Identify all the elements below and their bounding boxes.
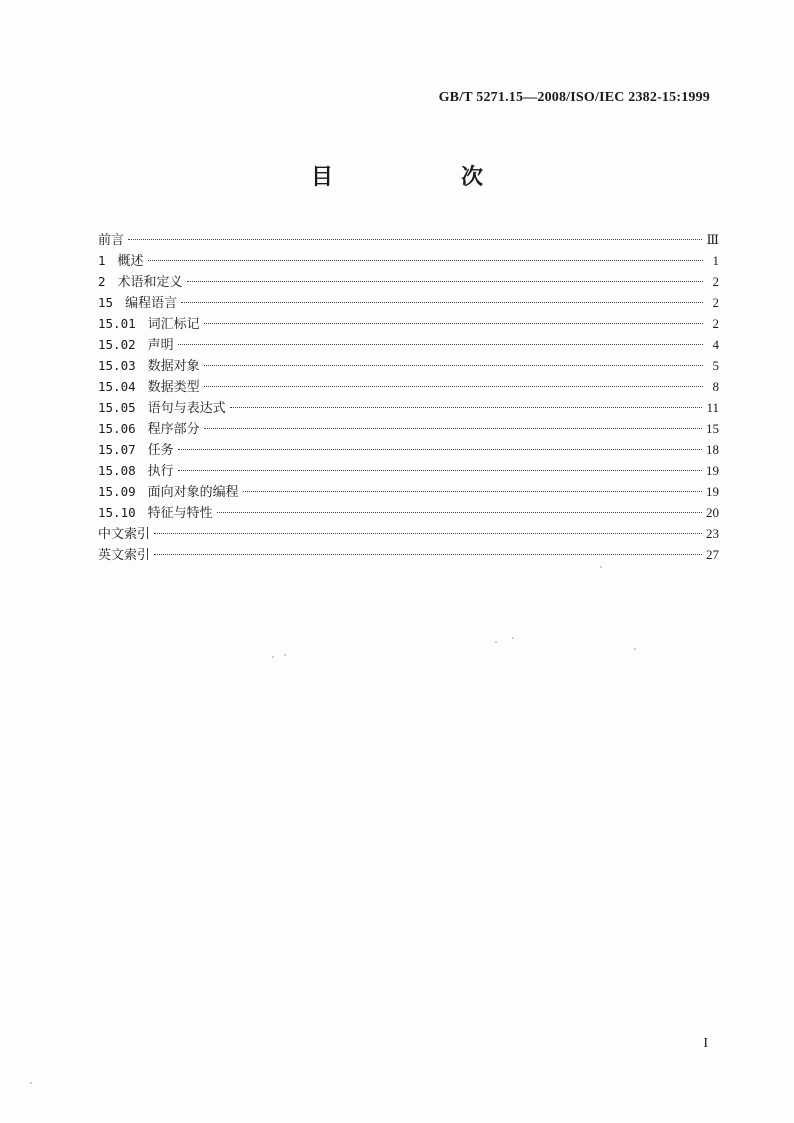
scan-speck bbox=[30, 1082, 32, 1084]
toc-title: 目 次 bbox=[310, 165, 511, 190]
toc-entry-page: 19 bbox=[706, 484, 719, 499]
toc-entry-number: 15.07 bbox=[98, 442, 136, 457]
toc-leader-dots bbox=[128, 239, 702, 240]
toc-entry-number: 15.06 bbox=[98, 421, 136, 436]
toc-entry-page: 2 bbox=[712, 274, 719, 289]
toc-entry-number: 15 bbox=[98, 295, 114, 310]
toc-entry-label: 词汇标记 bbox=[147, 317, 200, 332]
toc-entry[interactable] bbox=[98, 334, 719, 355]
toc-leader-dots bbox=[178, 470, 702, 471]
toc-entry-number: 1 bbox=[98, 253, 106, 268]
toc-entry-page: 23 bbox=[706, 526, 719, 541]
toc-entry-number: 15.08 bbox=[98, 463, 136, 478]
scan-speck bbox=[634, 648, 636, 650]
toc-entry-page: 27 bbox=[706, 547, 719, 562]
toc-entry[interactable] bbox=[98, 313, 719, 334]
toc-leader-dots bbox=[187, 281, 703, 282]
toc-entry[interactable] bbox=[98, 250, 719, 271]
toc-leader-dots bbox=[204, 323, 703, 324]
toc-entry-number: 15.02 bbox=[98, 337, 136, 352]
toc-entry-label: 程序部分 bbox=[147, 422, 200, 437]
scan-speck bbox=[600, 566, 602, 568]
toc-entry-label: 特征与特性 bbox=[147, 506, 213, 521]
toc-leader-dots bbox=[217, 512, 702, 513]
toc-entry-label: 面向对象的编程 bbox=[147, 485, 239, 500]
toc-entry-page: Ⅲ bbox=[706, 232, 719, 247]
toc-leader-dots bbox=[204, 365, 703, 366]
toc-entry-label: 前言 bbox=[98, 233, 125, 248]
toc-entry-number: 15.01 bbox=[98, 316, 136, 331]
toc-entry[interactable] bbox=[98, 544, 719, 565]
toc-entry-label: 数据对象 bbox=[147, 359, 200, 374]
scan-speck bbox=[512, 637, 514, 639]
toc-entry[interactable] bbox=[98, 418, 719, 439]
toc-entry-page: 4 bbox=[712, 337, 719, 352]
toc-entry-page: 2 bbox=[712, 295, 719, 310]
table-of-contents bbox=[98, 229, 719, 565]
toc-entry-page: 1 bbox=[712, 253, 719, 268]
toc-entry[interactable] bbox=[98, 481, 719, 502]
toc-leader-dots bbox=[204, 386, 703, 387]
toc-leader-dots bbox=[178, 344, 703, 345]
toc-leader-dots bbox=[154, 554, 702, 555]
toc-entry[interactable] bbox=[98, 439, 719, 460]
toc-entry-page: 20 bbox=[706, 505, 719, 520]
page-number: I bbox=[703, 1036, 708, 1051]
toc-entry[interactable] bbox=[98, 460, 719, 481]
toc-entry[interactable] bbox=[98, 523, 719, 544]
toc-entry-number: 15.03 bbox=[98, 358, 136, 373]
toc-entry-label: 英文索引 bbox=[98, 548, 151, 563]
toc-entry-page: 8 bbox=[712, 379, 719, 394]
toc-entry-number: 15.10 bbox=[98, 505, 136, 520]
toc-entry-number: 2 bbox=[98, 274, 106, 289]
toc-leader-dots bbox=[204, 428, 702, 429]
toc-entry-label: 语句与表达式 bbox=[147, 401, 226, 416]
toc-entry[interactable] bbox=[98, 271, 719, 292]
toc-entry-label: 任务 bbox=[147, 443, 174, 458]
toc-entry[interactable] bbox=[98, 292, 719, 313]
standard-code: GB/T 5271.15—2008/ISO/IEC 2382-15:1999 bbox=[438, 90, 710, 105]
toc-entry-number: 15.09 bbox=[98, 484, 136, 499]
toc-leader-dots bbox=[178, 449, 702, 450]
toc-entry-page: 19 bbox=[706, 463, 719, 478]
scan-speck bbox=[272, 656, 274, 658]
toc-leader-dots bbox=[230, 407, 703, 408]
toc-entry-number: 15.04 bbox=[98, 379, 136, 394]
toc-entry[interactable] bbox=[98, 355, 719, 376]
toc-entry[interactable] bbox=[98, 502, 719, 523]
toc-leader-dots bbox=[148, 260, 703, 261]
toc-entry-number: 15.05 bbox=[98, 400, 136, 415]
toc-entry-label: 执行 bbox=[147, 464, 174, 479]
toc-entry[interactable] bbox=[98, 229, 719, 250]
scan-speck bbox=[284, 654, 286, 656]
toc-entry-page: 11 bbox=[706, 400, 719, 415]
toc-entry-label: 数据类型 bbox=[147, 380, 200, 395]
toc-entry[interactable] bbox=[98, 397, 719, 418]
toc-entry-label: 概述 bbox=[117, 254, 144, 269]
toc-entry-page: 5 bbox=[712, 358, 719, 373]
toc-entry-page: 2 bbox=[712, 316, 719, 331]
toc-entry-page: 18 bbox=[706, 442, 719, 457]
toc-leader-dots bbox=[181, 302, 703, 303]
toc-leader-dots bbox=[154, 533, 702, 534]
scan-speck bbox=[495, 641, 497, 643]
toc-entry-page: 15 bbox=[706, 421, 719, 436]
toc-entry-label: 声明 bbox=[147, 338, 174, 353]
toc-entry-label: 术语和定义 bbox=[117, 275, 183, 290]
toc-leader-dots bbox=[243, 491, 702, 492]
toc-entry[interactable] bbox=[98, 376, 719, 397]
toc-entry-label: 中文索引 bbox=[98, 527, 151, 542]
toc-entry-label: 编程语言 bbox=[125, 296, 178, 311]
